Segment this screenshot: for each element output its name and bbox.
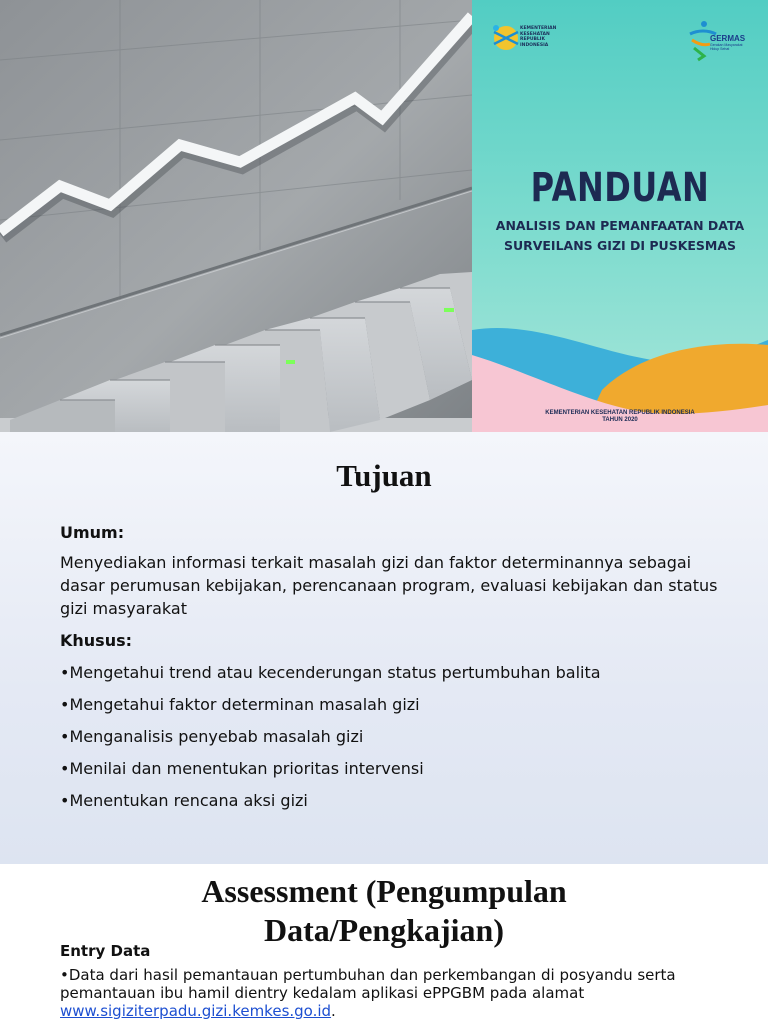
cover-slide	[0, 0, 768, 432]
cover-subtitle-line1: ANALISIS DAN PEMANFAATAN DATA	[495, 218, 745, 233]
tujuan-slide	[0, 432, 768, 864]
germas-logo-text: GERMAS	[710, 34, 746, 43]
tujuan-body	[60, 522, 740, 812]
book-cover	[472, 0, 768, 432]
umum-text: Menyediakan informasi terkait masalah gizi dan faktor determinannya sebagai dasar perumusan kebijakan, perencanaan program, evaluasi kebijakan dan status gizi masyarakat	[60, 553, 718, 618]
cover-subtitle-line2: SURVEILANS GIZI DI PUSKESMAS	[503, 238, 737, 253]
entry-data-text	[60, 966, 760, 1020]
ministry-logo-text: KEMENTERIAN KESEHATAN REPUBLIK INDONESIA	[520, 26, 557, 48]
entry-data-description: •Data dari hasil pemantauan pertumbuhan dan perkembangan di posyandu serta pemantauan ibu hamil dientry kedalam aplikasi ePPGBM pada alamat	[60, 966, 676, 1002]
assessment-slide	[0, 864, 768, 1024]
entry-data-period: .	[331, 1002, 336, 1020]
assessment-title	[0, 872, 768, 950]
sigizi-link[interactable]: www.sigiziterpadu.gizi.kemkes.go.id	[60, 1002, 332, 1020]
khusus-item: •Menilai dan menentukan prioritas intervensi	[60, 759, 424, 778]
assessment-title-line1: Assessment (Pengumpulan	[201, 873, 567, 909]
khusus-label: Khusus:	[60, 631, 133, 650]
cover-subtitle	[472, 216, 768, 256]
cover-footer	[472, 410, 768, 424]
stairs-growth-photo	[0, 0, 472, 432]
entry-data-label: Entry Data	[60, 942, 151, 960]
cover-title: PANDUAN	[530, 163, 710, 211]
khusus-item: •Menentukan rencana aksi gizi	[60, 791, 308, 810]
tujuan-title: Tujuan	[336, 458, 432, 493]
khusus-item: •Menganalisis penyebab masalah gizi	[60, 727, 364, 746]
umum-label: Umum:	[60, 523, 125, 542]
cover-footer-line2: TAHUN 2020	[602, 417, 638, 423]
khusus-item: •Mengetahui trend atau kecenderungan status pertumbuhan balita	[60, 663, 601, 682]
germas-tagline: Gerakan Masyarakat Hidup Sehat	[710, 43, 743, 51]
cover-footer-line1: KEMENTERIAN KESEHATAN REPUBLIK INDONESIA	[545, 410, 695, 416]
khusus-item: •Mengetahui faktor determinan masalah gizi	[60, 695, 420, 714]
assessment-title-line2: Data/Pengkajian)	[264, 912, 504, 948]
